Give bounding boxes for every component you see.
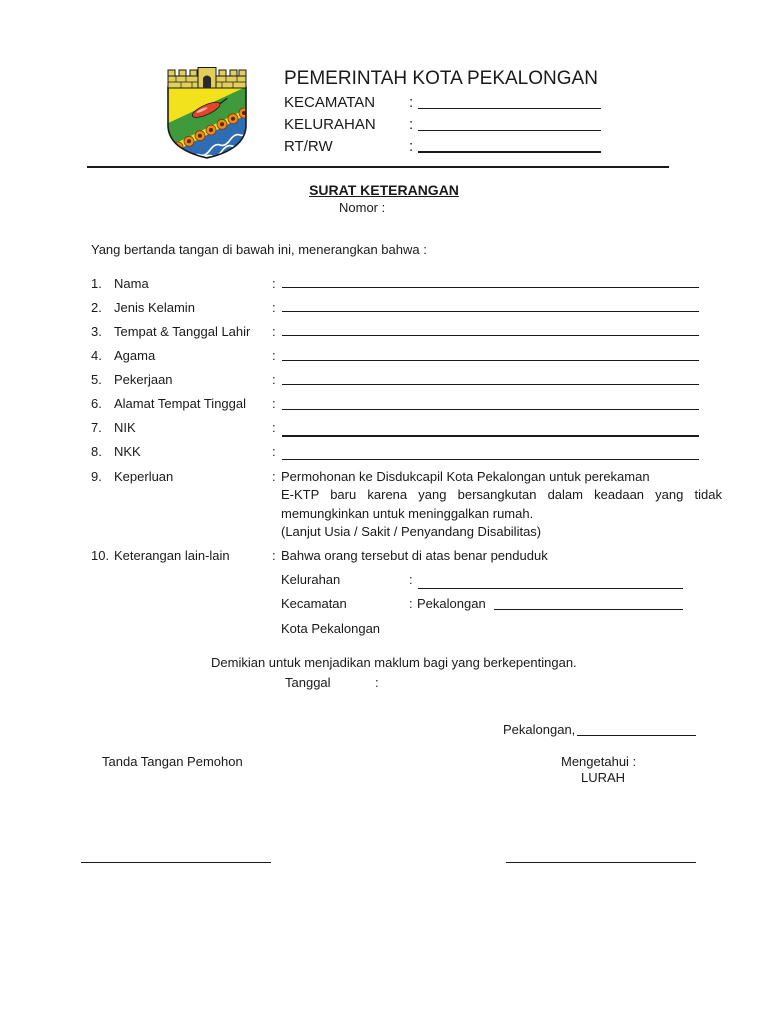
item-number: 7. [91, 420, 102, 435]
separator-colon: : [272, 420, 276, 435]
purpose-line-4: (Lanjut Usia / Sakit / Penyandang Disabilitas) [281, 524, 542, 539]
field-row-keperluan [0, 469, 768, 489]
separator-colon: : [272, 396, 276, 411]
blank-line [282, 287, 699, 288]
item-label: NKK [114, 444, 141, 459]
separator-colon: : [272, 372, 276, 387]
city-crest-icon [164, 67, 250, 159]
separator-colon: : [409, 116, 414, 133]
separator-colon: : [409, 572, 413, 587]
field-row-pekerjaan [0, 372, 768, 392]
separator-colon: : [375, 675, 379, 690]
separator-colon: : [272, 444, 276, 459]
item-label: Pekerjaan [114, 372, 173, 387]
blank-line [282, 384, 699, 385]
item-number: 6. [91, 396, 102, 411]
blank-line [282, 409, 699, 410]
item-label: Jenis Kelamin [114, 300, 195, 315]
field-row-nama [0, 276, 768, 296]
header-label-kecamatan: KECAMATAN [284, 94, 376, 111]
date-label: Tanggal [285, 675, 331, 690]
separator-colon: : [272, 469, 276, 484]
official-signature-line [506, 862, 696, 863]
header-divider [87, 166, 669, 168]
kelurahan-label: Kelurahan [281, 572, 341, 587]
separator-colon: : [409, 94, 414, 111]
field-row-agama [0, 348, 768, 368]
purpose-line-2: E-KTP baru karena yang bersangkutan dalam keadaan yang tidak [281, 487, 722, 502]
field-row-nik [0, 420, 768, 440]
item-label: NIK [114, 420, 136, 435]
blank-line [282, 311, 699, 312]
item-label: Agama [114, 348, 156, 363]
official-title: LURAH [581, 770, 626, 785]
separator-colon: : [409, 138, 414, 155]
applicant-signature-line [81, 862, 271, 863]
field-row-alamat [0, 396, 768, 416]
header-label-kelurahan: KELURAHAN [284, 116, 376, 133]
document-title: SURAT KETERANGAN [309, 182, 459, 198]
item-number: 2. [91, 300, 102, 315]
residency-statement: Bahwa orang tersebut di atas benar penduduk [281, 548, 548, 563]
item-number: 9. [91, 469, 102, 484]
field-row-nkk [0, 444, 768, 464]
kelurahan-blank-line [418, 588, 683, 589]
header-blank-rtrw [418, 151, 601, 153]
blank-line [282, 360, 699, 361]
document-number-label: Nomor : [339, 200, 386, 215]
city-name: Kota Pekalongan [281, 621, 381, 636]
separator-colon: : [272, 300, 276, 315]
applicant-signature-label: Tanda Tangan Pemohon [102, 754, 243, 769]
field-row-keterangan-lain [0, 548, 768, 568]
separator-colon: : [272, 348, 276, 363]
purpose-line-3: memungkinkan untuk meninggalkan rumah. [281, 506, 534, 521]
item-label: Nama [114, 276, 149, 291]
kecamatan-value: Pekalongan [417, 596, 486, 611]
purpose-line-1: Permohonan ke Disdukcapil Kota Pekalongan untuk perekaman [281, 469, 650, 484]
header-label-rtrw: RT/RW [284, 138, 333, 155]
separator-colon: : [272, 324, 276, 339]
kecamatan-label: Kecamatan [281, 596, 347, 611]
item-number: 5. [91, 372, 102, 387]
signing-place: Pekalongan, [503, 722, 576, 737]
header-blank-kecamatan [418, 108, 601, 109]
item-number: 8. [91, 444, 102, 459]
item-number: 1. [91, 276, 102, 291]
item-number: 3. [91, 324, 102, 339]
kecamatan-blank-line [494, 609, 683, 610]
field-row-jenis-kelamin [0, 300, 768, 320]
item-label: Keterangan lain-lain [114, 548, 230, 563]
separator-colon: : [272, 276, 276, 291]
closing-statement: Demikian untuk menjadikan maklum bagi yang berkepentingan. [211, 655, 577, 670]
government-title: PEMERINTAH KOTA PEKALONGAN [284, 68, 598, 89]
field-row-tempat-tanggal-lahir [0, 324, 768, 344]
header-blank-kelurahan [418, 130, 601, 131]
blank-line [282, 335, 699, 336]
separator-colon: : [272, 548, 276, 563]
item-label: Tempat & Tanggal Lahir [114, 324, 251, 339]
separator-colon: : [409, 596, 413, 611]
blank-line [282, 435, 699, 437]
signing-date-blank-line [577, 735, 696, 736]
item-number: 10. [91, 548, 110, 563]
item-number: 4. [91, 348, 102, 363]
acknowledge-label: Mengetahui : [561, 754, 637, 769]
item-label: Alamat Tempat Tinggal [114, 396, 246, 411]
intro-statement: Yang bertanda tangan di bawah ini, menerangkan bahwa : [91, 242, 427, 257]
blank-line [282, 459, 699, 460]
item-label: Keperluan [114, 469, 174, 484]
